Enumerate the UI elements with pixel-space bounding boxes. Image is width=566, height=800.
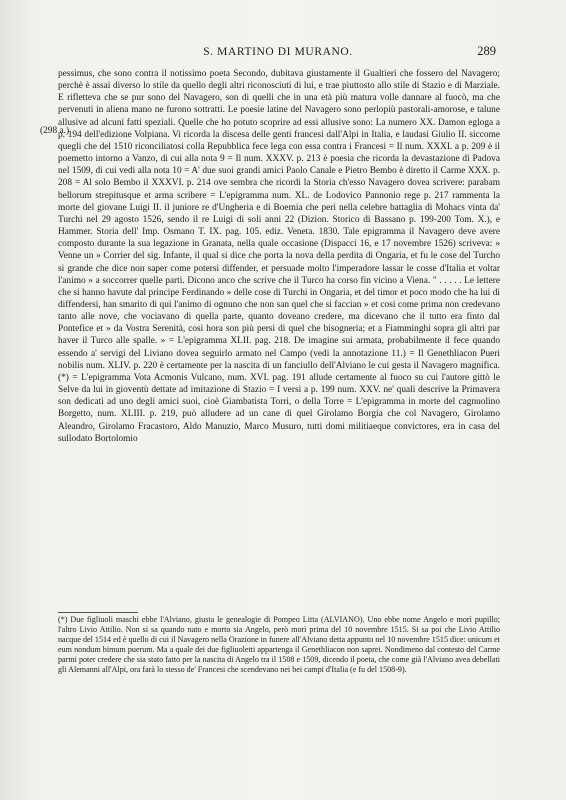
body-text xyxy=(58,68,500,445)
footnote-rule xyxy=(58,612,138,613)
footnote-text: (*) Due figliuoli maschi ebbe l'Alviano, giusta le genealogie di Pompeo Litta (ALVIANO). Uno ebbe nome Angelo e morì pupillo; l'altro Livio Attilio. Non si sa quando nato e morto sia Angelo, però morì prima del 10 novembre 1515. Si sa poi che Livio Attilio nacque del 1514 ed è quello di cui il Navagero nella Orazione in funere all'Alviano detta appunto nel 10 novembre 1515 dice: unicum et eum nondum bimum puerum. Ma a quale dei due figliuoletti appartengа il Genethliacon non saprei. Nondimeno dal contesto del Carme parmi poter credere che sia stato fatto per la nascita di Angelo tra il 1508 e 1509, dicendo il poeta, che come già l'Alviano avea debellati gli Alemanni all'Alpi, ora farà lo stesso de' Francesi che scendevano nei bei campi d'Italia (e fu del 1508-9). xyxy=(58,615,500,675)
footnote xyxy=(58,615,500,676)
body-paragraph: pessimus, che sono contra il notissimo poeta Secondo, dubitava giustamente il Gualtieri che fossero del Navagero; perchè è assai diverso lo stile da quello degli altri riconosciuti di lui, e trae piuttosto allo stile di Stazio e di Marziale. E riflettevа che se pur sono del Navagero, son di quelli che in una età più matura volle dannare al fuocò, ma che pervenuti in aliena mano ne furono sottratti. Le poesie latine del Navagero sono perlopiù pastorali-amorose, e talune allusive ad alcuni fatti speziali. Quelle che ho potuto scoprire ad essi allusive sono: La numero XX. Damon egloga a p. 194 dell'edizione Volpiana. Vi ricorda la discesa delle genti francesi dall'Alpi in Italia, e laudasi Giulio II. siccome quegli che del 1510 riconciliatosi colla Repubblica fece lega con essa contra i Francesi = Il num. XXXI. a p. 209 è il poemetto intorno a Vanzo, di cui alla nota 9 = Il num. XXXV. p. 213 è poesia che ricorda la devastazione di Padova nel 1509, di cui vedi alla nota 10 = A' due suoi grandi amici Paolo Canale e Pietro Bembo è diretto il Carme XXX. p. 208 = Al solo Bembo il XXXVI. p. 214 ove sembra che ricordi la Storia ch'esso Navagero dovea scrivere: parabam bellorum strepitusque et arma scribere = L'epigramma num. XL. de Lodovico Pannonio rege p. 217 rammenta la morte del giovane Luigi II. il juniore re d'Ungheria e di Boemia che perì nella celebre battaglia di Mohacs vinta da' Turchi nel 29 agosto 1526, sendo il re Luigi di soli anni 22 (Dizion. Storico di Bassano p. 199-200 Tom. X.), e Hammer. Storia dell' Imp. Osmano T. IX. pag. 105. ediz. Veneta. 1830. Tale epigramma il Navagero deve avere composto durante la sua legazione in Granata, nella quale occasione (Dispacci 16, e 17 novembre 1526) scriveva: » Venne un » Corrier del sig. Infante, il qual si dice che porta la nova della perdita di Ongaria, et fu le cose del Turcho si grande che dice non saper come potersi diffender, et persuade molto l'imperadore lassar le cosse d'Italia et voltar l'animo » a soccorrer quelle parti. Dicono anco che scrive che il Turco ha corso fin vicino a Viena. " . . . . . Le lettere che si hanno havute dal principe Ferdinando » delle cose di Turchi in Ongaria, et del timor et poco modo che ha lui di diffendersi, han smarito di qui l'animo di ognuno che non san quel che si faccian » et cosi come prima non credevano tanto alle nove, che vociavano di quella parte, quanto doveano credere, ma dicevano che il tutto era finto dal Pontefice et » da Vostra Serenità, così hora son più persi di quel che bisogneria; et a Fiamminghi sopra gli altri par haver il Turco alle spalle. » = L'epigramma XLII. pag. 218. De imagine sui armata, probabilmente il fece quando essendo a' servigi del Liviano dovea seguirlo armato nel Campo (vedi la annotazione 11.) = Il Genethliacon Pueri nobilis num. XLIV. p. 220 è certamente per la nascita di un fanciullo dell'Alviano le cui gesta il Navagero magnifica. (*) = L'epigramma Vota Acmonis Vulcano, num. XVI. pag. 191 allude certamente al fuoco su cui l'autore gittò le Selve da lui in gioventù dettate ad imitazione di Stazio = I versi a p. 199 num. XXV. ne' quali descrive la Primavera son dedicati ad uno degli amici suoi, cioè Giambatista Torri, o della Torre = L'epigramma in morte del cagnuolino Borgetto, num. XLIII. p. 219, può alludere ad un cane di quel Girolamo Borgia che col Navagero, Girolamo Aleandro, Girolamo Fracastoro, Aldo Manuzio, Marco Musuro, tutti domi militiaeque convictores, era in casa del sullodato Bortolomio xyxy=(58,69,500,444)
page-header xyxy=(60,42,496,62)
page-number: 289 xyxy=(477,44,496,58)
running-head: S. MARTINO DI MURANO. xyxy=(203,46,353,58)
margin-note: (298 a.) xyxy=(40,126,70,136)
